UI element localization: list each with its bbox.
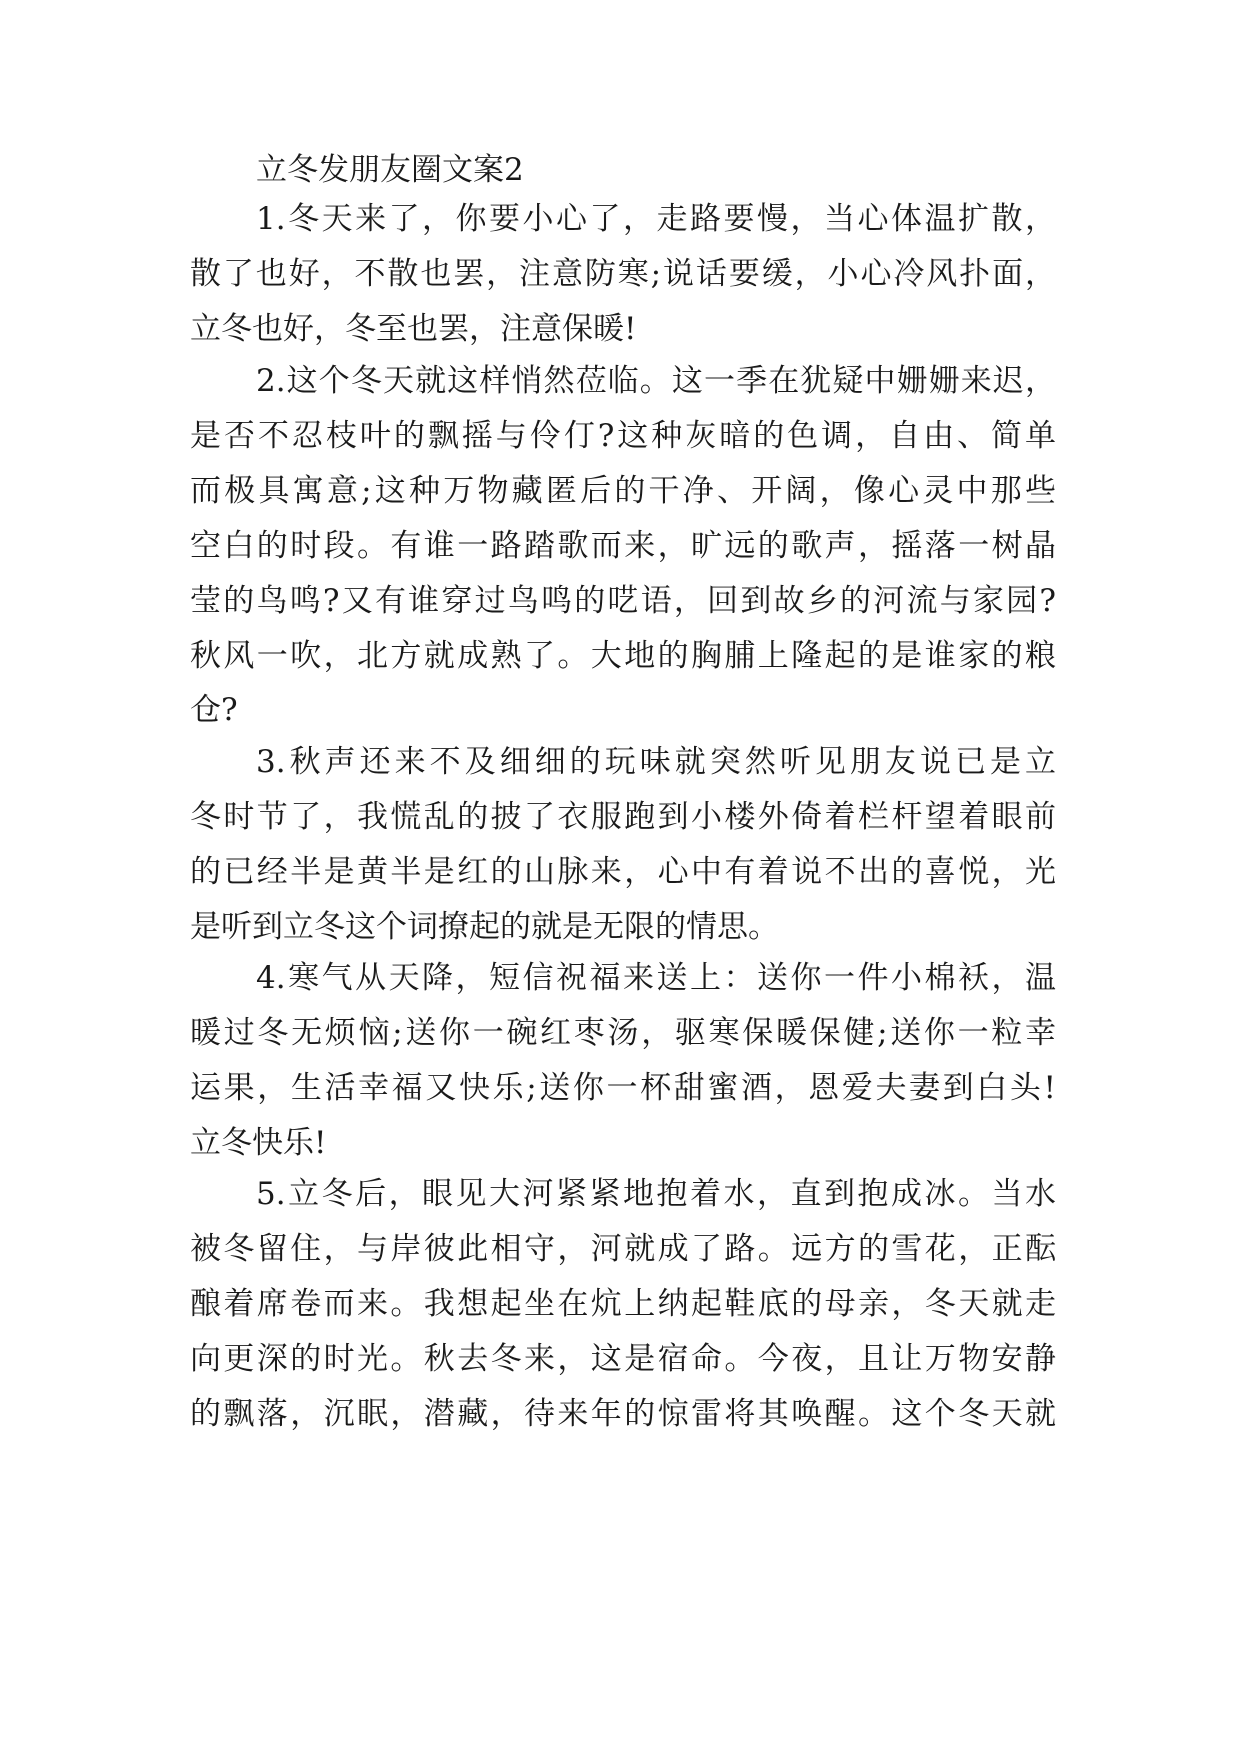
paragraph-line: 是听到立冬这个词撩起的就是无限的情思。	[190, 909, 779, 945]
paragraph-line: 冬时节了，我慌乱的披了衣服跑到小楼外倚着栏杆望着眼前	[190, 799, 1056, 835]
paragraph-line: 暖过冬无烦恼;送你一碗红枣汤，驱寒保暖保健;送你一粒幸	[190, 1015, 1056, 1051]
document-title: 立冬发朋友圈文案2	[256, 152, 524, 188]
paragraph-line: 3.秋声还来不及细细的玩味就突然听见朋友说已是立	[256, 744, 1056, 780]
paragraph-line: 立冬快乐!	[190, 1125, 327, 1161]
paragraph-line: 2.这个冬天就这样悄然莅临。这一季在犹疑中姗姗来迟，	[256, 363, 1056, 399]
paragraph-line: 向更深的时光。秋去冬来，这是宿命。今夜，且让万物安静	[190, 1341, 1056, 1377]
paragraph-line: 散了也好，不散也罢，注意防寒;说话要缓，小心冷风扑面，	[190, 256, 1056, 292]
paragraph-line: 5.立冬后，眼见大河紧紧地抱着水，直到抱成冰。当水	[256, 1176, 1056, 1212]
paragraph-line: 酿着席卷而来。我想起坐在炕上纳起鞋底的母亲，冬天就走	[190, 1286, 1056, 1322]
paragraph-line: 而极具寓意;这种万物藏匿后的干净、开阔，像心灵中那些	[190, 473, 1056, 509]
paragraph-line: 的已经半是黄半是红的山脉来，心中有着说不出的喜悦，光	[190, 854, 1056, 890]
paragraph-line: 莹的鸟鸣?又有谁穿过鸟鸣的呓语，回到故乡的河流与家园?	[190, 583, 1056, 619]
paragraph-line: 空白的时段。有谁一路踏歌而来，旷远的歌声，摇落一树晶	[190, 528, 1056, 564]
paragraph-line: 4.寒气从天降，短信祝福来送上：送你一件小棉袄，温	[256, 960, 1056, 996]
paragraph-line: 运果，生活幸福又快乐;送你一杯甜蜜酒，恩爱夫妻到白头!	[190, 1070, 1056, 1106]
paragraph-line: 被冬留住，与岸彼此相守，河就成了路。远方的雪花，正酝	[190, 1231, 1056, 1267]
paragraph-line: 的飘落，沉眠，潜藏，待来年的惊雷将其唤醒。这个冬天就	[190, 1396, 1056, 1432]
paragraph-line: 仓?	[190, 692, 238, 728]
paragraph-line: 秋风一吹，北方就成熟了。大地的胸脯上隆起的是谁家的粮	[190, 638, 1056, 674]
paragraph-line: 1.冬天来了，你要小心了，走路要慢，当心体温扩散，	[256, 201, 1056, 237]
paragraph-line: 立冬也好，冬至也罢，注意保暖!	[190, 311, 637, 347]
paragraph-line: 是否不忍枝叶的飘摇与伶仃?这种灰暗的色调，自由、简单	[190, 418, 1056, 454]
